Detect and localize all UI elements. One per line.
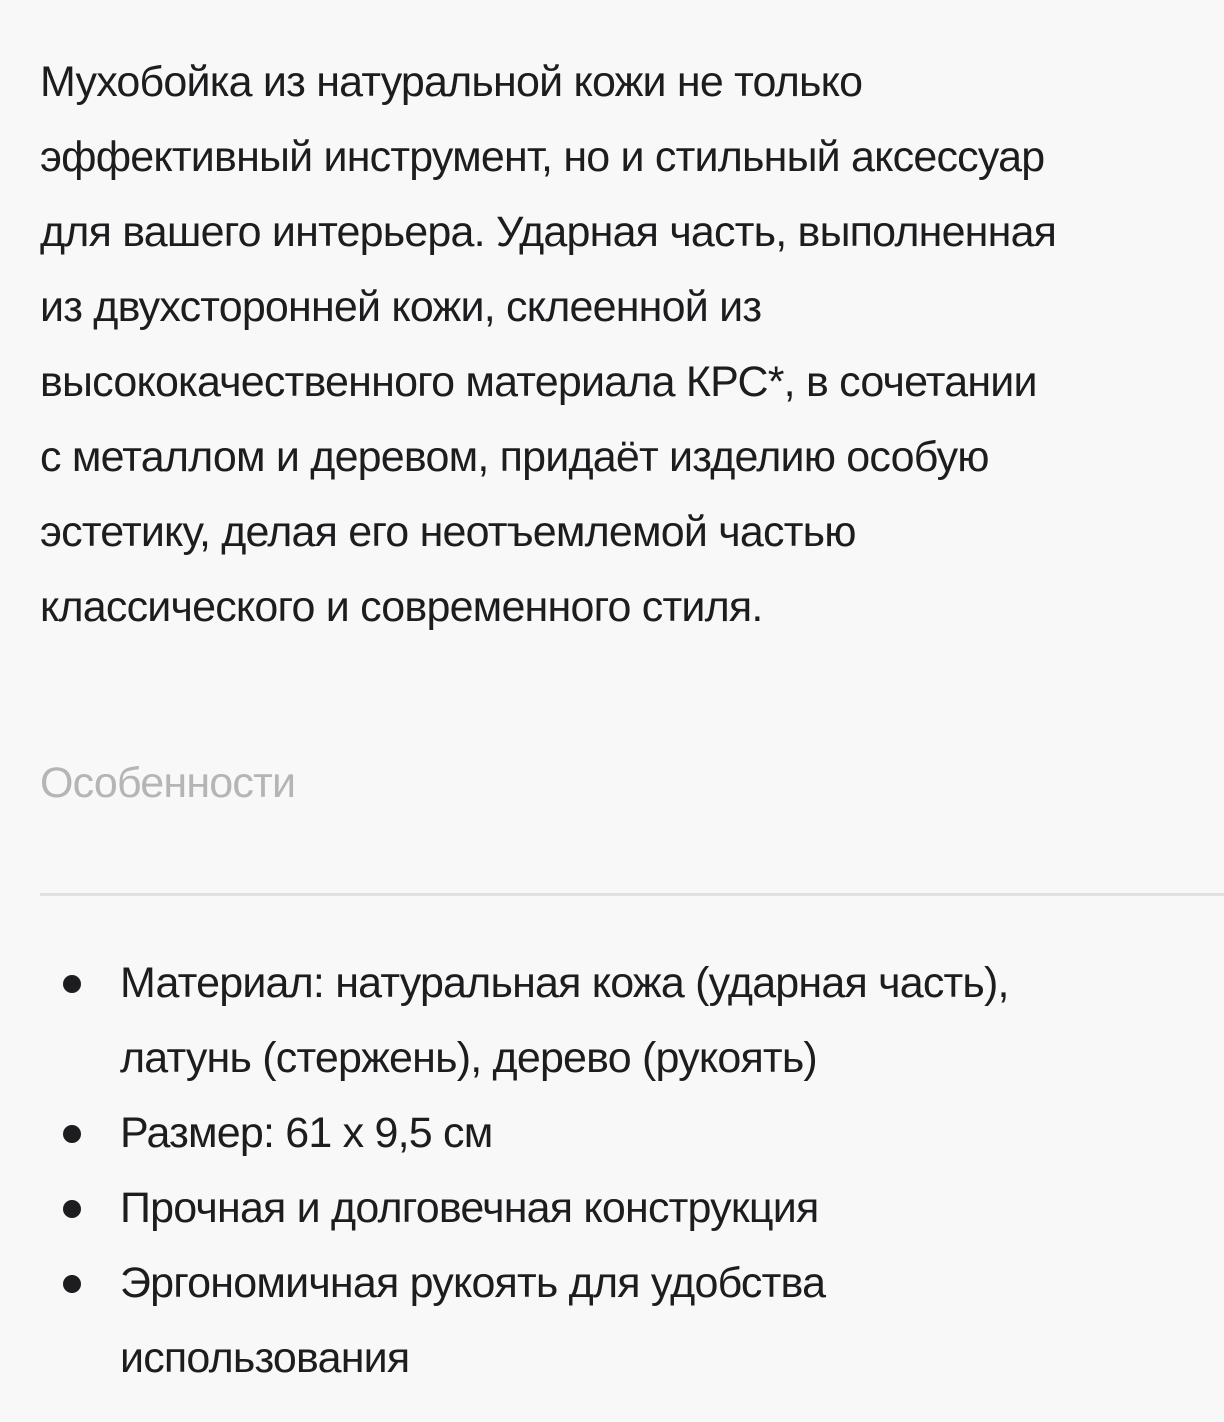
description-line: эстетику, делая его неотъемлемой частью bbox=[40, 508, 856, 556]
list-item bbox=[0, 1171, 1224, 1246]
list-item bbox=[0, 1096, 1224, 1171]
feature-line: латунь (стержень), дерево (рукоять) bbox=[120, 1034, 817, 1082]
description-line: Мухобойка из натуральной кожи не только bbox=[40, 58, 863, 106]
features-list bbox=[0, 946, 1224, 1396]
description-line: эффективный инструмент, но и стильный аксессуар bbox=[40, 133, 1045, 181]
feature-line: Прочная и долговечная конструкция bbox=[120, 1184, 819, 1232]
features-section-title: Особенности bbox=[40, 759, 296, 807]
description-line: высококачественного материала КРС*, в сочетании bbox=[40, 358, 1037, 406]
feature-line: Размер: 61 x 9,5 см bbox=[120, 1109, 493, 1157]
bullet-icon bbox=[63, 1200, 81, 1218]
bullet-icon bbox=[63, 1275, 81, 1293]
bullet-icon bbox=[63, 975, 81, 993]
feature-line: Эргономичная рукоять для удобства bbox=[120, 1259, 826, 1307]
feature-line: использования bbox=[120, 1334, 410, 1382]
description-line: классического и современного стиля. bbox=[40, 583, 763, 631]
description-line: из двухсторонней кожи, склеенной из bbox=[40, 283, 762, 331]
section-divider bbox=[40, 893, 1224, 896]
product-description bbox=[40, 45, 1224, 645]
bullet-icon bbox=[63, 1125, 81, 1143]
description-line: для вашего интерьера. Ударная часть, выполненная bbox=[40, 208, 1057, 256]
feature-line: Материал: натуральная кожа (ударная часть), bbox=[120, 959, 1009, 1007]
list-item bbox=[0, 946, 1224, 1096]
description-line: с металлом и деревом, придаёт изделию особую bbox=[40, 433, 989, 481]
list-item bbox=[0, 1246, 1224, 1396]
